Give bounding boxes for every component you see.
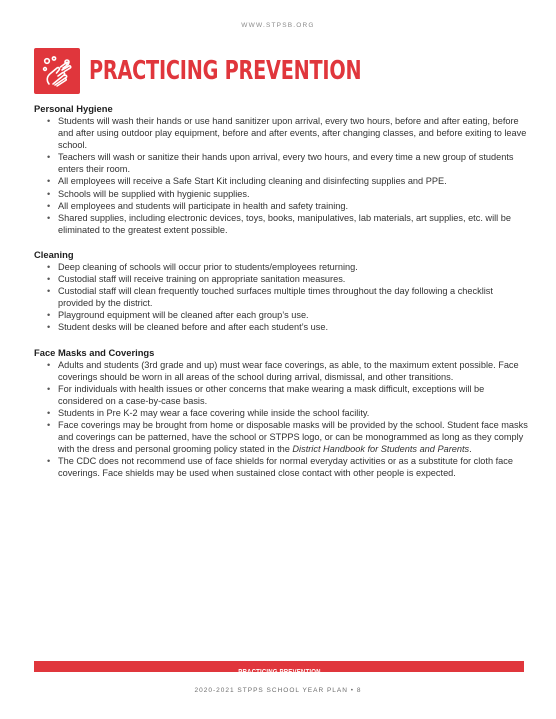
hands-washing-icon	[34, 48, 80, 94]
list-item	[58, 419, 528, 455]
footer-section-label: PRACTICING PREVENTION	[237, 667, 321, 676]
bullet-list	[34, 115, 528, 236]
site-url: WWW.STPSB.ORG	[241, 22, 315, 29]
list-item: • Playground equipment will be cleaned after each group’s use.	[58, 309, 528, 321]
list-item: • The CDC does not recommend use of face shields for normal everyday activities or as a substitute for cloth face coverings. Face shields may be used when sustained close contact with other people is expected.	[58, 455, 528, 479]
section-heading: Cleaning	[34, 248, 74, 260]
list-item: • Custodial staff will receive training on appropriate sanitation measures.	[58, 273, 528, 285]
footer-page-info: 2020-2021 STPPS SCHOOL YEAR PLAN • 8	[194, 687, 362, 694]
list-item: • Shared supplies, including electronic devices, toys, books, manipulatives, lab materials, art supplies, etc. will be eliminated to the greatest extent possible.	[58, 212, 528, 236]
item-text: Face coverings may be brought from home or disposable masks will be provided by the school. Student face masks and coverings can be patterned, have the school or STPPS logo, or can be monogrammed as long as they comply with the dress and personal grooming policy stated in the	[58, 419, 528, 455]
footer-section-bar	[34, 661, 524, 676]
list-item: • Adults and students (3rd grade and up) must wear face coverings, as able, to the maximum extent possible. Face coverings should be worn in all areas of the school during arrival, dismissal, and other transitions.	[58, 359, 528, 383]
section-personal-hygiene	[34, 102, 528, 236]
item-suffix: .	[469, 444, 472, 455]
list-item: • Custodial staff will clean frequently touched surfaces multiple times throughout the day following a checklist provided by the district.	[58, 285, 528, 309]
list-item: • Schools will be supplied with hygienic supplies.	[58, 188, 528, 200]
list-item: • All employees will receive a Safe Start Kit including cleaning and disinfecting supplies and PPE.	[58, 175, 528, 187]
page-header	[34, 48, 457, 94]
main-content	[34, 102, 528, 491]
list-item: • Students in Pre K-2 may wear a face covering while inside the school facility.	[58, 407, 528, 419]
section-face-masks	[34, 346, 528, 480]
list-item: • For individuals with health issues or other concerns that make wearing a mask difficult, exceptions will be considered on a case-by-case basis.	[58, 383, 528, 407]
bullet-list	[34, 359, 528, 480]
page-title: PRACTICING PREVENTION	[89, 56, 362, 86]
handbook-title: District Handbook for Students and Parents	[292, 444, 470, 455]
list-item: • Deep cleaning of schools will occur prior to students/employees returning.	[58, 261, 528, 273]
list-item: • Students will wash their hands or use hand sanitizer upon arrival, every two hours, before and after eating, before and after using outdoor play equipment, before and after events, after changing classes, and before exiting to leave school.	[58, 115, 528, 151]
section-heading: Personal Hygiene	[34, 103, 113, 114]
bullet-list	[34, 261, 528, 334]
list-item: • Teachers will wash or sanitize their hands upon arrival, every two hours, and every time a new group of students enters their room.	[58, 151, 528, 175]
list-item: • Student desks will be cleaned before and after each student’s use.	[58, 321, 528, 333]
section-cleaning	[34, 248, 528, 334]
list-item: • All employees and students will participate in health and safety training.	[58, 200, 528, 212]
section-heading: Face Masks and Coverings	[34, 346, 155, 358]
